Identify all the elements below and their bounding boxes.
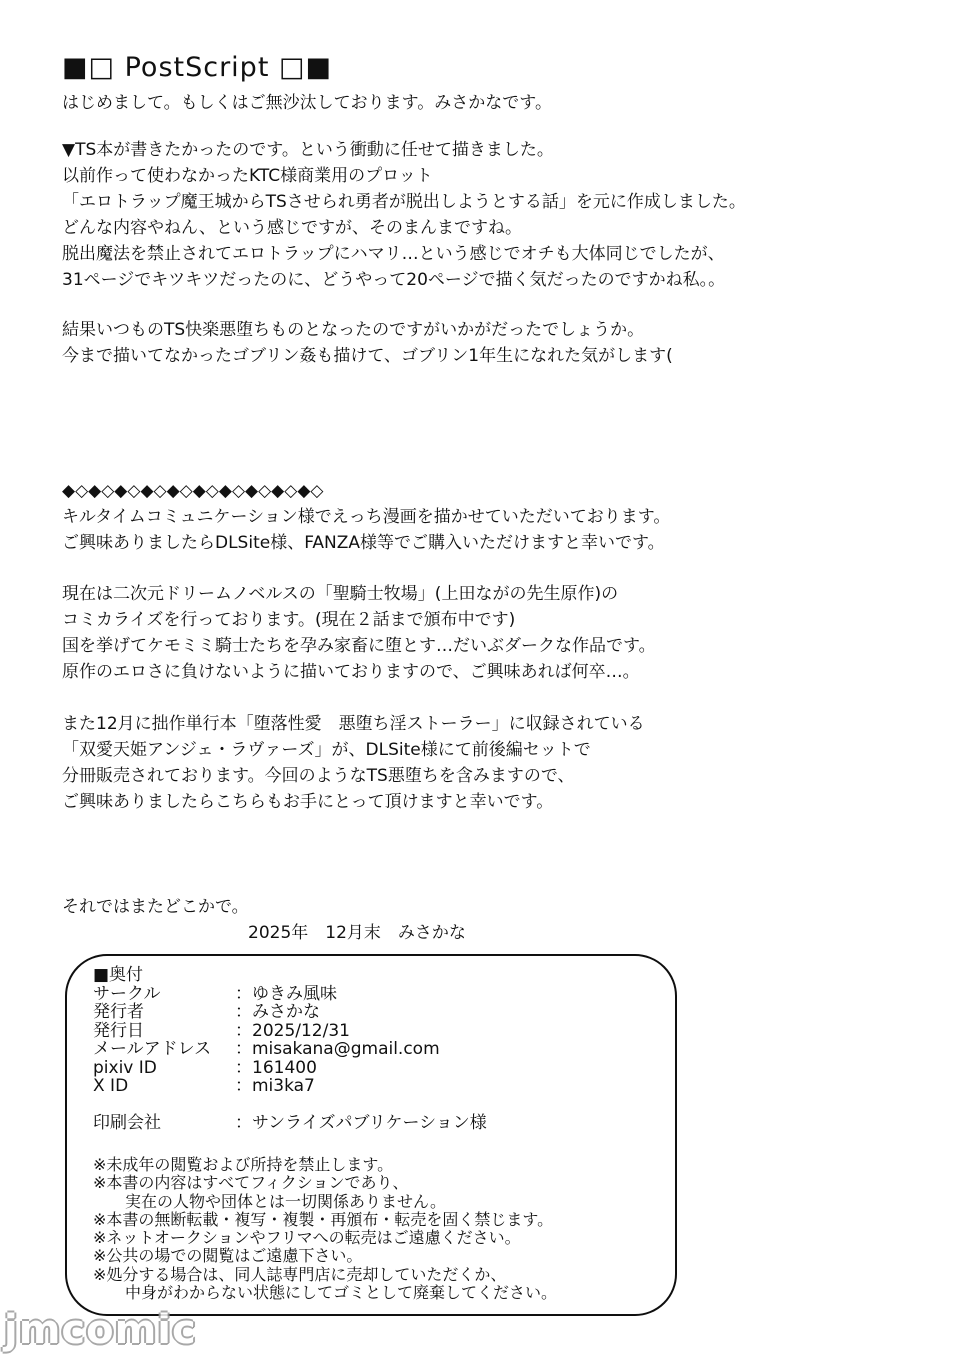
colophon-value: ：mi3ka7 [235, 1076, 315, 1096]
paragraph-ts-book [62, 137, 746, 293]
colophon-row-circle [93, 985, 487, 1004]
text-line: 国を挙げてケモミミ騎士たちを孕み家畜に堕とす…だいぶダークな作品です。 [62, 636, 656, 656]
text-line: 31ページでキツキツだったのに、どうやって20ページで描く気だったのですかね私。。 [62, 270, 726, 290]
text-line: ご興味ありましたらこちらもお手にとって頂けますと幸いです。 [62, 792, 554, 812]
text-line: 脱出魔法を禁止されてエロトラップにハマリ…という感じでオチも大体同じでしたが、 [62, 244, 725, 264]
divider-row [62, 478, 323, 504]
colophon-label: X ID [93, 1076, 129, 1096]
closing-line: それではまたどこかで。 [62, 897, 249, 917]
paragraph-result [62, 317, 673, 369]
colophon-title: ■奥付 [93, 965, 144, 985]
closing-paragraph [62, 894, 249, 920]
paragraph-tankobon [62, 711, 645, 815]
colophon-label: メールアドレス [93, 1039, 212, 1059]
colophon-row-date [93, 1022, 487, 1041]
colophon-label: サークル [93, 983, 161, 1004]
text-line: ご興味ありましたらDLSite様、FANZA様等でご購入いただけますと幸いです。 [62, 533, 665, 553]
colophon-value: ：サンライズパブリケーション様 [235, 1112, 487, 1133]
watermark-logo: jmcomic [4, 1307, 197, 1353]
diamond-divider: ◆◇◆◇◆◇◆◇◆◇◆◇◆◇◆◇◆◇◆◇ [62, 481, 324, 501]
text-line: 原作のエロさに負けないように描いておりますので、ご興味あれば何卒…。 [62, 662, 640, 682]
text-line: 今まで描いてなかったゴブリン姦も描けて、ゴブリン1年生になれた気がします( [62, 346, 673, 366]
note-line: ※処分する場合は、同人誌専門店に売却していただくか、 [93, 1264, 507, 1284]
text-line: どんな内容やねん、という感じですが、そのまんまですね。 [62, 218, 523, 238]
page-title: ■□ PostScript □■ [62, 52, 333, 83]
text-line: 結果いつものTS快楽悪堕ちものとなったのですがいかがだったでしょうか。 [62, 320, 645, 340]
colophon-value: ：みさかな [235, 1002, 320, 1022]
intro-line: はじめまして。もしくはご無沙汰しております。みさかなです。 [62, 93, 552, 113]
colophon-label: 印刷会社 [93, 1112, 161, 1133]
colophon-notes [93, 1156, 557, 1302]
colophon-label: pixiv ID [93, 1057, 157, 1078]
colophon-value: ：ゆきみ風味 [235, 983, 337, 1004]
paragraph-killtime [62, 504, 670, 556]
text-line: 以前作って使わなかったKTC様商業用のプロット [62, 166, 433, 186]
text-line: 「双愛天姫アンジェ・ラヴァーズ」が、DLSite様にて前後編セットで [62, 740, 591, 760]
text-line: 現在は二次元ドリームノベルスの「聖騎士牧場」(上田ながの先生原作)の [62, 584, 619, 604]
signature: 2025年 12月末 みさかな [248, 923, 466, 943]
colophon-info [93, 966, 487, 1132]
note-line: ※未成年の閲覧および所持を禁止します。 [93, 1155, 394, 1174]
text-line: コミカライズを行っております。(現在２話まで頒布中です) [62, 610, 516, 630]
note-line: 中身がわからない状態にしてゴミとして廃棄してください。 [125, 1283, 558, 1303]
paragraph-comicalize [62, 581, 656, 685]
colophon-row-x [93, 1077, 487, 1096]
text-line: ▼TS本が書きたかったのです。という衝動に任せて描きました。 [62, 140, 554, 160]
note-line: 実在の人物や団体とは一切関係ありません。 [125, 1191, 446, 1211]
note-line: ※本書の内容はすべてフィクションであり、 [93, 1173, 409, 1193]
note-line: ※ネットオークションやフリマへの転売はご遠慮ください。 [93, 1228, 521, 1248]
colophon-label: 発行者 [93, 1002, 144, 1022]
text-line: また12月に拙作単行本「堕落性愛 悪堕ち淫ストーラー」に収録されている [62, 714, 645, 734]
colophon-value: ：misakana@gmail.com [235, 1039, 440, 1059]
text-line: 「エロトラップ魔王城からTSさせられ勇者が脱出しようとする話」を元に作成しました。 [62, 192, 746, 212]
note-line: ※本書の無断転載・複写・複製・再頒布・転売を固く禁じます。 [93, 1209, 554, 1229]
colophon-label: 発行日 [93, 1020, 144, 1041]
colophon-row-email [93, 1040, 487, 1059]
colophon-row-publisher [93, 1003, 487, 1022]
colophon-row-printer [93, 1114, 487, 1133]
text-line: 分冊販売されております。今回のようなTS悪堕ちを含みますので、 [62, 766, 575, 786]
colophon-value: ：2025/12/31 [235, 1020, 350, 1041]
intro-paragraph [62, 90, 552, 116]
colophon-value: ：161400 [235, 1057, 317, 1078]
text-line: キルタイムコミュニケーション様でえっち漫画を描かせていただいております。 [62, 507, 671, 527]
note-line: ※公共の場での閲覧はご遠慮下さい。 [93, 1246, 363, 1266]
colophon-box [65, 954, 677, 1316]
colophon-row-pixiv [93, 1059, 487, 1078]
